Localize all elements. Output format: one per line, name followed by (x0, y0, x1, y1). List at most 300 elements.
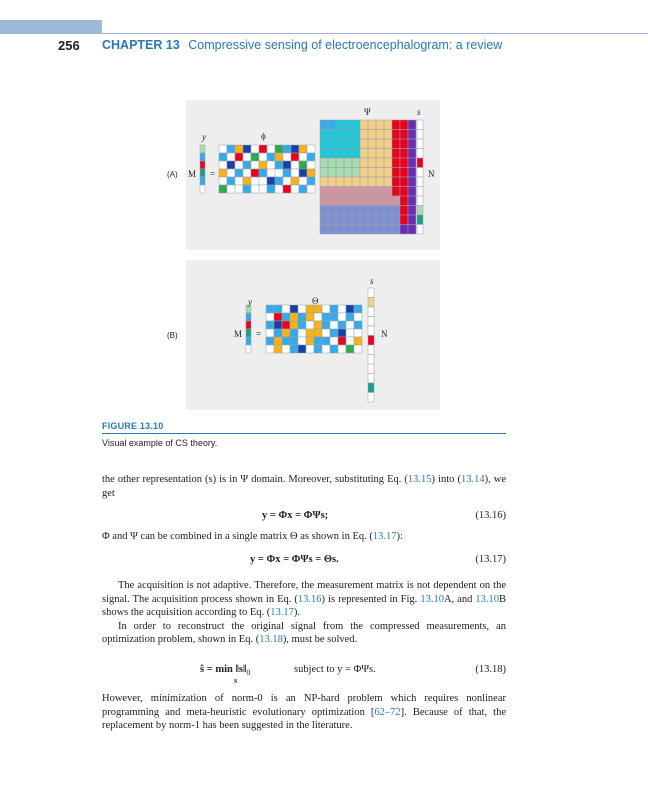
phi-matrix-cell (283, 169, 291, 177)
psi-matrix-cell (384, 215, 392, 225)
psi-matrix-cell (384, 225, 392, 235)
phi-matrix-cell (243, 153, 251, 161)
panel-a-graphic (186, 100, 440, 250)
theta-matrix-cell (298, 305, 306, 313)
phi-matrix-cell (259, 169, 267, 177)
y-vector-cell (200, 153, 205, 161)
y-vector-cell (246, 345, 251, 353)
phi-matrix-cell (307, 161, 315, 169)
psi-matrix-cell (328, 177, 336, 187)
s-vector-cell (368, 374, 374, 384)
s-vector-cell (417, 149, 423, 159)
theta-matrix-cell (322, 305, 330, 313)
theta-matrix-cell (354, 321, 362, 329)
phi-matrix-cell (291, 153, 299, 161)
theta-matrix-cell (274, 337, 282, 345)
eq18-under-s: s (234, 676, 238, 685)
theta-matrix-cell (290, 305, 298, 313)
psi-matrix-cell (360, 139, 368, 149)
panel-b-n-label: N (381, 329, 388, 339)
theta-matrix-cell (314, 329, 322, 337)
theta-matrix-cell (330, 313, 338, 321)
theta-matrix-cell (330, 345, 338, 353)
theta-matrix-cell (274, 329, 282, 337)
theta-matrix-cell (354, 337, 362, 345)
psi-matrix-cell (400, 206, 408, 216)
theta-matrix-cell (330, 337, 338, 345)
psi-matrix-cell (352, 168, 360, 178)
phi-matrix-cell (227, 177, 235, 185)
theta-matrix-cell (306, 329, 314, 337)
equation-link[interactable]: 13.16 (297, 593, 322, 605)
psi-matrix-cell (376, 120, 384, 130)
psi-matrix-cell (384, 120, 392, 130)
theta-matrix-cell (338, 337, 346, 345)
psi-matrix-cell (368, 130, 376, 140)
phi-matrix-cell (259, 153, 267, 161)
s-vector-cell (368, 298, 374, 308)
psi-matrix-cell (344, 168, 352, 178)
phi-matrix-cell (275, 153, 283, 161)
theta-matrix-cell (346, 313, 354, 321)
phi-matrix-cell (267, 145, 275, 153)
s-vector-cell (368, 307, 374, 317)
phi-matrix-cell (275, 169, 283, 177)
psi-matrix-cell (328, 187, 336, 197)
theta-matrix-cell (266, 329, 274, 337)
psi-matrix-cell (376, 130, 384, 140)
paragraph-5 (102, 692, 506, 733)
psi-matrix-cell (392, 215, 400, 225)
psi-matrix-cell (320, 215, 328, 225)
psi-matrix-cell (328, 158, 336, 168)
theta-matrix-cell (346, 305, 354, 313)
psi-matrix-cell (336, 149, 344, 159)
panel-a-equals: = (210, 169, 216, 179)
psi-matrix-cell (336, 120, 344, 130)
psi-matrix-cell (344, 206, 352, 216)
phi-matrix-cell (283, 145, 291, 153)
psi-matrix-cell (376, 158, 384, 168)
theta-matrix-cell (354, 345, 362, 353)
theta-matrix-cell (290, 337, 298, 345)
equation-13-18-number: (13.18) (475, 664, 506, 675)
equation-13-18-left (200, 664, 250, 677)
psi-matrix-cell (400, 130, 408, 140)
psi-matrix-cell (320, 225, 328, 235)
theta-matrix-cell (282, 329, 290, 337)
psi-matrix-cell (328, 120, 336, 130)
panel-a-y-label: y (202, 132, 206, 142)
header-accent-bar (0, 20, 102, 34)
phi-matrix-cell (307, 177, 315, 185)
figure-link[interactable]: 13.10 (420, 593, 444, 605)
phi-matrix-cell (227, 169, 235, 177)
theta-matrix-cell (354, 329, 362, 337)
psi-matrix-cell (360, 168, 368, 178)
psi-matrix-cell (400, 149, 408, 159)
theta-matrix-cell (282, 321, 290, 329)
paragraph-2 (102, 530, 506, 544)
theta-matrix-cell (346, 345, 354, 353)
psi-matrix-cell (400, 187, 408, 197)
psi-matrix-cell (392, 149, 400, 159)
panel-b-m-label: M (234, 329, 243, 339)
phi-matrix-cell (227, 145, 235, 153)
text-run: the other representation (s) is in Ψ domain. Moreover, substituting Eq. ( (102, 474, 408, 485)
panel-a-s-label: s (417, 107, 421, 117)
psi-matrix-cell (400, 225, 408, 235)
phi-matrix-cell (307, 169, 315, 177)
psi-matrix-cell (344, 158, 352, 168)
theta-matrix-cell (322, 321, 330, 329)
phi-matrix-cell (251, 177, 259, 185)
psi-matrix-cell (320, 120, 328, 130)
phi-matrix-cell (275, 145, 283, 153)
psi-matrix-cell (360, 158, 368, 168)
theta-matrix-cell (322, 345, 330, 353)
psi-matrix-cell (408, 225, 416, 235)
psi-matrix-cell (376, 215, 384, 225)
phi-matrix-cell (307, 153, 315, 161)
psi-matrix-cell (336, 196, 344, 206)
s-vector-cell (417, 139, 423, 149)
phi-matrix-cell (299, 185, 307, 193)
phi-matrix-cell (307, 185, 315, 193)
theta-matrix-cell (354, 313, 362, 321)
phi-matrix-cell (283, 161, 291, 169)
phi-matrix-cell (219, 185, 227, 193)
page-number: 256 (58, 38, 80, 53)
theta-matrix-cell (282, 313, 290, 321)
y-vector-cell (200, 177, 205, 185)
s-vector-cell (417, 225, 423, 235)
phi-matrix-cell (227, 185, 235, 193)
theta-matrix-cell (338, 313, 346, 321)
equation-13-16-math: y = Φx = ΦΨs; (262, 510, 329, 521)
s-vector-cell (417, 187, 423, 197)
theta-matrix-cell (266, 321, 274, 329)
paragraph-3 (102, 579, 506, 647)
chapter-label: CHAPTER 13 (102, 38, 180, 52)
theta-matrix-cell (346, 337, 354, 345)
psi-matrix-cell (344, 130, 352, 140)
psi-matrix-cell (368, 139, 376, 149)
phi-matrix-cell (299, 161, 307, 169)
s-vector-cell (417, 215, 423, 225)
psi-matrix-cell (352, 225, 360, 235)
s-vector-cell (417, 120, 423, 130)
psi-matrix-cell (344, 196, 352, 206)
psi-matrix-cell (352, 130, 360, 140)
text-run: ), we get (102, 474, 506, 499)
phi-matrix-cell (267, 153, 275, 161)
psi-matrix-cell (392, 187, 400, 197)
psi-matrix-cell (336, 130, 344, 140)
psi-matrix-cell (384, 149, 392, 159)
figure-caption-title: FIGURE 13.10 (102, 421, 164, 431)
psi-matrix-cell (336, 187, 344, 197)
s-vector-cell (368, 345, 374, 355)
theta-matrix-cell (274, 345, 282, 353)
y-vector-cell (200, 185, 205, 193)
psi-matrix-cell (408, 215, 416, 225)
psi-matrix-cell (368, 158, 376, 168)
psi-matrix-cell (408, 158, 416, 168)
psi-matrix-cell (352, 149, 360, 159)
psi-matrix-cell (408, 120, 416, 130)
panel-b-y-label: y (248, 297, 252, 307)
psi-matrix-cell (376, 187, 384, 197)
psi-matrix-cell (352, 196, 360, 206)
psi-matrix-cell (336, 225, 344, 235)
psi-matrix-cell (360, 130, 368, 140)
psi-matrix-cell (360, 149, 368, 159)
text-run: A, and (443, 593, 476, 605)
theta-matrix-cell (274, 313, 282, 321)
theta-matrix-cell (282, 305, 290, 313)
equation-link[interactable]: 13.18 (259, 634, 283, 645)
psi-matrix-cell (376, 225, 384, 235)
equation-link[interactable]: 13.17 (372, 531, 397, 542)
equation-link[interactable]: 13.15 (407, 474, 432, 485)
s-vector-cell (368, 288, 374, 298)
y-vector-cell (246, 337, 251, 345)
panel-b-graphic (186, 260, 440, 410)
psi-matrix-cell (392, 196, 400, 206)
psi-matrix-cell (368, 149, 376, 159)
psi-matrix-cell (328, 130, 336, 140)
theta-matrix-cell (290, 321, 298, 329)
psi-matrix-cell (376, 206, 384, 216)
text-run: ). (293, 607, 301, 618)
psi-matrix-cell (392, 177, 400, 187)
phi-matrix-cell (243, 177, 251, 185)
psi-matrix-cell (400, 158, 408, 168)
phi-matrix-cell (299, 169, 307, 177)
eq18-norm-subscript: 0 (246, 668, 251, 678)
psi-matrix-cell (392, 225, 400, 235)
theta-matrix-cell (346, 329, 354, 337)
phi-matrix-cell (259, 145, 267, 153)
panel-b-s-label: s (370, 276, 374, 286)
equation-13-16 (102, 510, 506, 524)
psi-matrix-cell (320, 187, 328, 197)
psi-matrix-cell (336, 177, 344, 187)
text-run: ]. Because of that, the replacement by norm-1 has been suggested in the literature. (102, 706, 507, 731)
psi-matrix-cell (328, 196, 336, 206)
theta-matrix-cell (266, 345, 274, 353)
psi-matrix-cell (408, 196, 416, 206)
theta-matrix-cell (338, 345, 346, 353)
psi-matrix-cell (400, 177, 408, 187)
panel-a-psi-label: Ψ (364, 107, 371, 117)
psi-matrix-cell (320, 196, 328, 206)
theta-matrix-cell (274, 321, 282, 329)
psi-matrix-cell (408, 177, 416, 187)
theta-matrix-cell (346, 321, 354, 329)
chapter-title: Compressive sensing of electroencephalogram: a review (188, 38, 503, 52)
figure-panel-a (186, 100, 440, 250)
theta-matrix-cell (330, 305, 338, 313)
panel-b-label: (B) (167, 331, 178, 340)
psi-matrix-cell (320, 177, 328, 187)
s-vector-cell (368, 355, 374, 365)
psi-matrix-cell (408, 130, 416, 140)
text-run: ), must be solved. (282, 634, 358, 645)
s-vector-cell (417, 206, 423, 216)
phi-matrix-cell (243, 145, 251, 153)
psi-matrix-cell (320, 158, 328, 168)
psi-matrix-cell (328, 139, 336, 149)
psi-matrix-cell (392, 168, 400, 178)
theta-matrix-cell (290, 329, 298, 337)
text-run: ) is represented in Fig. (321, 593, 421, 605)
psi-matrix-cell (360, 225, 368, 235)
psi-matrix-cell (408, 149, 416, 159)
psi-matrix-cell (344, 225, 352, 235)
y-vector-cell (246, 321, 251, 329)
psi-matrix-cell (344, 187, 352, 197)
header-rule (102, 33, 648, 34)
phi-matrix-cell (267, 185, 275, 193)
phi-matrix-cell (275, 177, 283, 185)
psi-matrix-cell (384, 158, 392, 168)
figure-panel-b (186, 260, 440, 410)
text-run: ) into ( (431, 474, 461, 485)
phi-matrix-cell (259, 185, 267, 193)
text-run: Φ and Ψ can be combined in a single matrix Θ as shown in Eq. ( (102, 531, 373, 542)
psi-matrix-cell (344, 177, 352, 187)
theta-matrix-cell (322, 313, 330, 321)
equation-link[interactable]: 13.14 (460, 474, 485, 485)
psi-matrix-cell (376, 168, 384, 178)
phi-matrix-cell (291, 185, 299, 193)
psi-matrix-cell (328, 168, 336, 178)
phi-matrix-cell (235, 145, 243, 153)
phi-matrix-cell (307, 145, 315, 153)
equation-13-17-math: y = Φx = ΦΨs = Θs. (250, 554, 339, 565)
psi-matrix-cell (384, 139, 392, 149)
phi-matrix-cell (235, 185, 243, 193)
s-vector-cell (417, 158, 423, 168)
psi-matrix-cell (344, 149, 352, 159)
psi-matrix-cell (376, 139, 384, 149)
s-vector-cell (368, 364, 374, 374)
psi-matrix-cell (368, 206, 376, 216)
theta-matrix-cell (282, 345, 290, 353)
theta-matrix-cell (298, 313, 306, 321)
psi-matrix-cell (392, 206, 400, 216)
phi-matrix-cell (291, 169, 299, 177)
theta-matrix-cell (298, 345, 306, 353)
s-vector-cell (368, 317, 374, 327)
theta-matrix-cell (314, 337, 322, 345)
psi-matrix-cell (368, 187, 376, 197)
equation-13-18 (102, 664, 506, 690)
theta-matrix-cell (290, 313, 298, 321)
phi-matrix-cell (243, 185, 251, 193)
phi-matrix-cell (227, 161, 235, 169)
psi-matrix-cell (408, 187, 416, 197)
psi-matrix-cell (352, 206, 360, 216)
psi-matrix-cell (336, 168, 344, 178)
phi-matrix-cell (251, 153, 259, 161)
psi-matrix-cell (360, 187, 368, 197)
psi-matrix-cell (360, 120, 368, 130)
psi-matrix-cell (328, 215, 336, 225)
phi-matrix-cell (291, 145, 299, 153)
paragraph-1 (102, 473, 506, 500)
psi-matrix-cell (360, 215, 368, 225)
theta-matrix-cell (314, 345, 322, 353)
phi-matrix-cell (219, 177, 227, 185)
psi-matrix-cell (384, 130, 392, 140)
psi-matrix-cell (344, 139, 352, 149)
psi-matrix-cell (344, 120, 352, 130)
theta-matrix-cell (314, 305, 322, 313)
theta-matrix-cell (322, 329, 330, 337)
panel-b-theta-label: Θ (312, 296, 319, 306)
phi-matrix-cell (283, 153, 291, 161)
text-run: B shows the acquisition according to Eq. ( (102, 593, 507, 618)
psi-matrix-cell (400, 120, 408, 130)
chapter-heading (102, 38, 502, 52)
psi-matrix-cell (384, 206, 392, 216)
phi-matrix-cell (259, 177, 267, 185)
psi-matrix-cell (392, 158, 400, 168)
psi-matrix-cell (320, 149, 328, 159)
theta-matrix-cell (330, 329, 338, 337)
theta-matrix-cell (354, 305, 362, 313)
text-run: ): (396, 531, 403, 542)
psi-matrix-cell (336, 215, 344, 225)
psi-matrix-cell (368, 168, 376, 178)
phi-matrix-cell (275, 185, 283, 193)
y-vector-cell (200, 145, 205, 153)
phi-matrix-cell (275, 161, 283, 169)
phi-matrix-cell (235, 177, 243, 185)
phi-matrix-cell (235, 169, 243, 177)
theta-matrix-cell (306, 321, 314, 329)
equation-13-18-right: subject to y = ΦΨs. (294, 664, 376, 675)
psi-matrix-cell (384, 187, 392, 197)
citation-link[interactable]: 62–72 (374, 706, 401, 718)
phi-matrix-cell (219, 153, 227, 161)
text-run: In order to reconstruct the original signal from the compressed measurements, an optimization problem, shown in Eq. ( (102, 620, 506, 645)
phi-matrix-cell (219, 145, 227, 153)
s-vector-cell (417, 130, 423, 140)
theta-matrix-cell (322, 337, 330, 345)
s-vector-cell (368, 383, 374, 393)
text-run: The acquisition is not adaptive. Therefore, the measurement matrix is not dependent on the signal. The acquisition process shown in Eq. ( (102, 580, 506, 605)
psi-matrix-cell (360, 177, 368, 187)
panel-a-phi-label: ϕ (261, 131, 266, 141)
equation-link[interactable]: 13.17 (270, 607, 294, 618)
equation-13-16-number: (13.16) (475, 510, 506, 521)
theta-matrix-cell (306, 313, 314, 321)
theta-matrix-cell (338, 329, 346, 337)
phi-matrix-cell (259, 161, 267, 169)
eq18-min-term: ŝ = min ‖s‖ (200, 664, 247, 675)
phi-matrix-cell (251, 161, 259, 169)
s-vector-cell (417, 196, 423, 206)
figure-link[interactable]: 13.10 (475, 593, 499, 605)
figure-caption-text: Visual example of CS theory. (102, 438, 218, 448)
psi-matrix-cell (328, 206, 336, 216)
equation-13-17-number: (13.17) (475, 554, 506, 565)
psi-matrix-cell (376, 149, 384, 159)
